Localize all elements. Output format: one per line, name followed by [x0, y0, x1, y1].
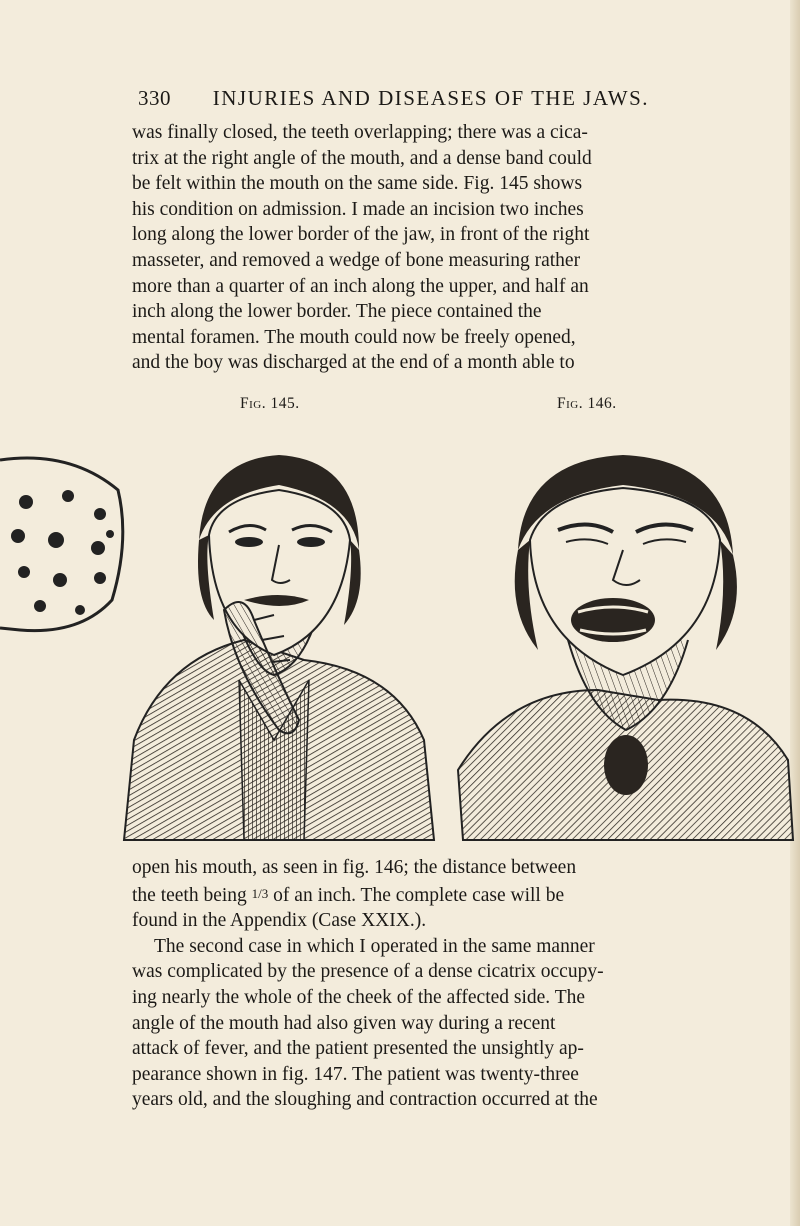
text-segment: the teeth being [132, 884, 252, 906]
text-line: angle of the mouth had also given way during a recent [132, 1012, 556, 1034]
text-line [132, 881, 744, 909]
text-line: masseter, and removed a wedge of bone measuring rather [132, 249, 581, 271]
text-line: inch along the lower border. The piece contained the [132, 301, 542, 323]
figure-145-illustration [104, 440, 458, 850]
text-line: was complicated by the presence of a dense cicatrix occupy- [132, 961, 604, 983]
text-line: attack of fever, and the patient presented the unsightly ap- [132, 1038, 584, 1060]
text-line: his condition on admission. I made an incision two inches [132, 198, 584, 220]
text-line: pearance shown in fig. 147. The patient was twenty-three [132, 1063, 579, 1085]
text-line: more than a quarter of an inch along the upper, and half an [132, 275, 589, 297]
text-line: The second case in which I operated in the same manner [154, 935, 595, 957]
figure-146-caption: Fig. 146. [557, 395, 617, 412]
paragraph-top [132, 120, 744, 376]
text-line: mental foramen. The mouth could now be freely opened, [132, 326, 576, 348]
page-number: 330 [138, 86, 171, 110]
text-line: long along the lower border of the jaw, in front of the right [132, 224, 590, 246]
figure-145-caption: Fig. 145. [240, 395, 300, 412]
text-line: and the boy was discharged at the end of a month able to [132, 352, 575, 374]
fraction: 1/3 [251, 885, 269, 901]
paragraph-bottom [132, 855, 744, 1113]
figure-146-illustration [448, 440, 800, 850]
running-head [138, 86, 658, 111]
text-segment: of an inch. The complete case will be [268, 884, 565, 906]
text-line: was finally closed, the teeth overlapping; there was a cica- [132, 122, 588, 143]
text-line: trix at the right angle of the mouth, and a dense band could [132, 147, 592, 169]
text-line: open his mouth, as seen in fig. 146; the distance between [132, 857, 577, 878]
running-title: INJURIES AND DISEASES OF THE JAWS. [212, 86, 650, 110]
text-line: found in the Appendix (Case XXIX.). [132, 910, 427, 932]
text-line: years old, and the sloughing and contraction occurred at the [132, 1089, 598, 1111]
text-line: ing nearly the whole of the cheek of the affected side. The [132, 986, 586, 1008]
text-line: be felt within the mouth on the same side. Fig. 145 shows [132, 173, 583, 195]
